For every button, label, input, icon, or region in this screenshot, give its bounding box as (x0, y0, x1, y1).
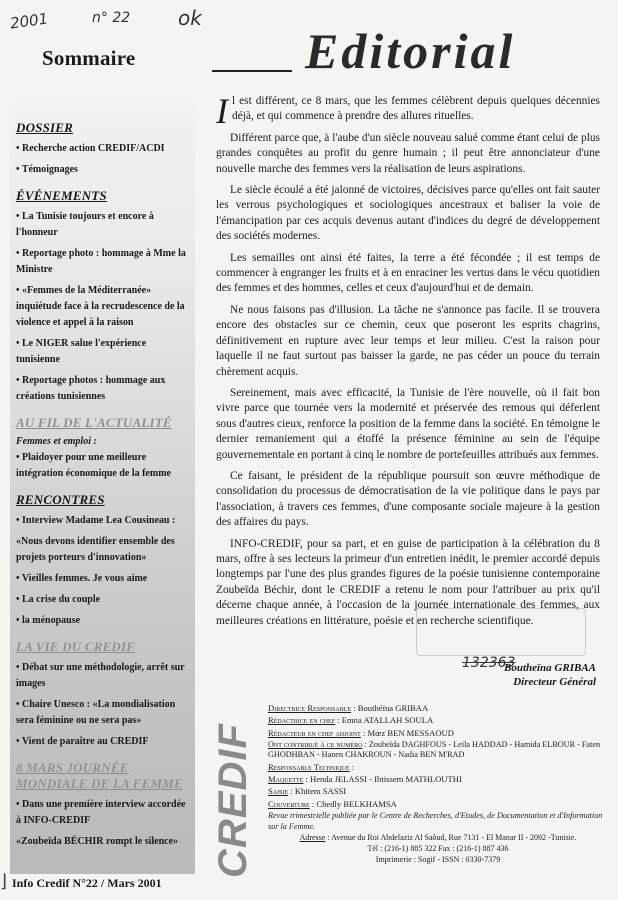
editorial-title: Editorial (305, 23, 516, 79)
toc-item: • Vieilles femmes. Je vous aime (16, 573, 148, 584)
toc-item: • Recherche action CREDIF/ACDI (16, 143, 165, 154)
toc-item: • «Femmes de la Méditerranée» inquiétude face à la recrudescence de la violence et appel à la raison (16, 285, 185, 328)
editorial-body (216, 91, 600, 635)
section-title-8-mars: 8 MARS JOURNÉE MONDIALE DE LA FEMME (16, 760, 183, 791)
signature-name: Boutheïna GRIBAA (503, 662, 596, 674)
credif-logo (208, 722, 258, 882)
sommaire-title: Sommaire (42, 46, 136, 70)
credit-row: Directrice Responsable : Bouthéïna GRIBAA (268, 703, 429, 713)
handwritten-issue: n° 22 (92, 10, 131, 26)
editorial-paragraph: Sereinement, mais avec efficacité, la Tunisie de l'ère nouvelle, où il fait bon vivre parce que tournée vers la modernité et préservée des remous qui déferlent sous d'autres cieux, renforce la position de la femme dans la société. En témoigne le dernier remaniement qui a étoffé la présence féminine au sein de l'équipe gouvernementale en portant à cinq le nombre de portefeuilles attribués aux femmes. (216, 386, 600, 461)
editorial-paragraph: Il est différent, ce 8 mars, que les femmes célèbrent depuis quelques décennies déjà, et qui commence à prendre des allures rituelles. (216, 91, 600, 131)
signature-role: Directeur Général (513, 676, 596, 688)
credit-row: Rédactrice en chef : Emna ATALLAH SOULA (268, 715, 434, 726)
toc-item: • Reportage photos : hommage aux créations tunisiennes (16, 375, 166, 402)
editorial-paragraph: Ne nous faisons pas d'illusion. La tâche ne s'annonce pas facile. Il se trouvera encore des obstacles sur ce chemin, ceux que poseront les esprits chagrins, définitivement en rupture avec leur temps et leur milieu. C'est la raison pour laquelle il ne faut surtout pas baisser la garde, ne pas céder un pouce du terrain chèrement acquis. (216, 303, 600, 378)
printing-line: Imprimerie : Sogif - ISSN : 0330-7379 (375, 855, 501, 865)
credif-logo-text: CREDIF (211, 723, 255, 878)
handwritten-ok: ok (178, 6, 202, 30)
credit-row: Ont contribué à ce numéro : Zoubeïda DAGHFOUS - Leila HADDAD - Hamida ELBOUR - Faten GHODHBAN - Hanen CHAKROUN - Nadia BEN M'RAD (268, 739, 601, 760)
toc-item: «Zoubeïda BÉCHIR rompt le silence» (16, 836, 179, 847)
section-title-vie-credif: LA VIE DU CREDIF (16, 639, 136, 654)
credit-row: Saisie : Khitem SASSI (268, 786, 347, 797)
editorial-paragraph: Ce faisant, le président de la république poursuit son œuvre méthodique de consolidation du processus de démocratisation de la vie politique dans le pays par l'association, à travers ces femmes, d'une composante sociale majeure à la gestion des affaires du pays. (216, 469, 600, 529)
toc-item: • Le NIGER salue l'expérience tunisienne (16, 338, 147, 365)
footer-issue: Info Credif N°22 / Mars 2001 (12, 876, 162, 890)
editorial-paragraph: Le siècle écoulé a été jalonné de victoires, décisives parce qu'elles ont fait sauter les verrous psychologiques et sociologiques ancestraux et baliser la voie de l'émancipation par ces acquis devenus autant d'indices du degré de développement des sociétés modernes. (216, 184, 600, 243)
editorial-paragraph: INFO-CREDIF, pour sa part, et en guise de participation à la célébration du 8 mars, offre à ses lecteurs la primeur d'un entretien inédit, le premier accordé depuis longtemps par l'une des plus grandes figures de la poésie tunisienne contemporaine Zoubeïda Béchir, dont le CREDIF a retenu le nom pour l'attribuer au prix qu'il décerne chaque année, à l'occasion de la journée internationale des femmes, aux meilleures créations en littérature, poésie et en recherche scientifique. (216, 537, 600, 627)
toc-item: • La Tunisie toujours et encore à l'honneur (16, 211, 154, 238)
editorial-paragraph: Différent parce que, à l'aube d'un siècle nouveau salué comme étant celui de plus grandes conquêtes au profit du genre humain ; il peut être annonciateur d'une nouvelle marche des femmes vers la réalisation de leurs aspirations. (216, 131, 600, 175)
toc-item: • La crise du couple (16, 594, 101, 605)
credit-row: Maquette : Henda JELASSI - Ibtissem MATHLOUTHI (268, 774, 462, 785)
toc-item: «Nous devons identifier ensemble des projets porteurs d'innovation» (16, 536, 175, 563)
toc-item: • Plaidoyer pour une meilleure intégration économique de la femme (16, 452, 171, 479)
margin-mark: ⌋ (0, 871, 8, 892)
credit-row: Couverture : Chedly BELKHAMSA (268, 798, 397, 809)
toc-subhead: Femmes et emploi : (16, 436, 97, 447)
phone-line: Tél : (216-1) 885 322 Fax : (216-1) 887 436 (367, 844, 509, 854)
credit-row: Rédacteur en chef adjoint : Mœz BEN MESSAOUD (268, 727, 454, 738)
toc-item: • Chaire Unesco : «La mondialisation sera féminine ou ne sera pas» (16, 699, 176, 726)
address-line: Adresse : Avenue du Roi Abdelaziz Al Saôud, Rue 7131 - El Manar II - 2092 -Tunisie. (299, 833, 577, 843)
credits-block (268, 702, 608, 865)
handwritten-year: 2001 (8, 9, 50, 33)
section-title-actualite: AU FIL DE L'ACTUALITÉ (16, 415, 172, 430)
credit-row: Responsable Technique : (268, 761, 355, 772)
publication-note: Revue trimestrielle publiée par le Centre de Recherches, d'Etudes, de Documentation et d'Information sur la Femme. (268, 811, 603, 831)
section-title-evenements: ÉVÉNEMENTS (16, 188, 107, 203)
toc-item: • Témoignages (16, 164, 78, 175)
toc-item: • Interview Madame Lea Cousineau : (16, 515, 176, 526)
toc-item: • Reportage photo : hommage à Mme la Ministre (16, 248, 186, 275)
toc-item: • Débat sur une méthodologie, arrêt sur images (16, 662, 185, 689)
editorial-paragraph: Les semailles ont ainsi été faites, la terre a été fécondée ; il est temps de commencer à engranger les fruits et à en enraciner les vertus dans le vécu quotidien des femmes et des hommes, celles et ceux d'aujourd'hui et de demain. (216, 251, 600, 295)
toc-item: • Dans une première interview accordée à INFO-CREDIF (16, 799, 186, 826)
signature-block (504, 661, 596, 689)
toc-item: • la ménopause (16, 615, 81, 626)
toc-item: • Vient de paraître au CREDIF (16, 736, 149, 747)
title-rule (212, 70, 292, 72)
section-title-dossier: DOSSIER (16, 120, 74, 135)
section-title-rencontres: RENCONTRES (16, 492, 105, 507)
sommaire-sidebar (10, 98, 195, 874)
stamp-number: 132363 (462, 655, 516, 671)
drop-cap: I (216, 91, 228, 131)
library-stamp (416, 608, 586, 656)
